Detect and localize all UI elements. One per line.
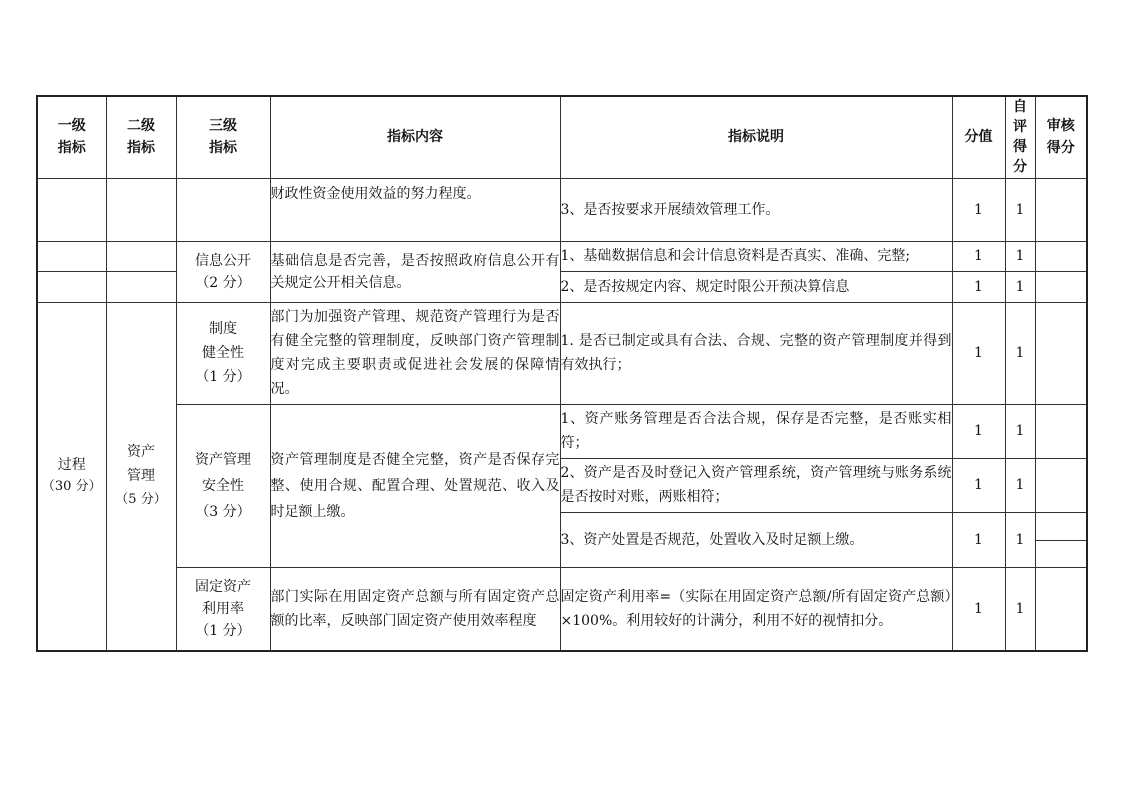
evaluation-table bbox=[36, 95, 1088, 652]
level3-xinxi: 信息公开 （2 分） bbox=[176, 241, 270, 302]
header-explanation: 指标说明 bbox=[560, 96, 952, 178]
audit-score-cell bbox=[1035, 567, 1087, 651]
table-row bbox=[37, 178, 1087, 241]
score-cell: 1 bbox=[952, 178, 1005, 241]
level3-guding: 固定资产 利用率 （1 分） bbox=[176, 567, 270, 651]
self-score-cell: 1 bbox=[1005, 241, 1035, 271]
explanation-cell: 固定资产利用率=（实际在用固定资产总额/所有固定资产总额）×100%。利用较好的计满分，利用不好的视情扣分。 bbox=[560, 567, 952, 651]
audit-score-cell bbox=[1035, 178, 1087, 241]
explanation-cell: 2、是否按规定内容、规定时限公开预决算信息 bbox=[560, 271, 952, 302]
table-row bbox=[37, 567, 1087, 651]
self-score-cell: 1 bbox=[1005, 178, 1035, 241]
level1-cell bbox=[37, 241, 106, 271]
self-score-cell: 1 bbox=[1005, 302, 1035, 404]
self-score-cell: 1 bbox=[1005, 458, 1035, 512]
score-cell: 1 bbox=[952, 241, 1005, 271]
table-row bbox=[37, 241, 1087, 271]
score-cell: 1 bbox=[952, 458, 1005, 512]
header-level3: 三级 指标 bbox=[176, 96, 270, 178]
explanation-cell: 2、资产是否及时登记入资产管理系统，资产管理统与账务系统是否按时对账，两账相符； bbox=[560, 458, 952, 512]
content-cell: 部门为加强资产管理、规范资产管理行为是否有健全完整的管理制度，反映部门资产管理制度对完成主要职责或促进社会发展的保障情况。 bbox=[270, 302, 560, 404]
audit-split bbox=[1036, 513, 1087, 567]
level1-cell bbox=[37, 271, 106, 302]
content-cell: 财政性资金使用效益的努力程度。 bbox=[270, 178, 560, 241]
explanation-cell: 3、是否按要求开展绩效管理工作。 bbox=[560, 178, 952, 241]
header-level1: 一级 指标 bbox=[37, 96, 106, 178]
header-content: 指标内容 bbox=[270, 96, 560, 178]
divider bbox=[1036, 540, 1087, 541]
table-row bbox=[37, 302, 1087, 404]
level1-process: 过程 （30 分） bbox=[37, 302, 106, 651]
score-cell: 1 bbox=[952, 271, 1005, 302]
explanation-cell: 3、资产处置是否规范，处置收入及时足额上缴。 bbox=[560, 512, 952, 567]
explanation-cell: 1. 是否已制定或具有合法、合规、完整的资产管理制度并得到有效执行； bbox=[560, 302, 952, 404]
score-cell: 1 bbox=[952, 404, 1005, 458]
audit-score-cell bbox=[1035, 302, 1087, 404]
audit-score-cell bbox=[1035, 241, 1087, 271]
header-level2: 二级 指标 bbox=[106, 96, 176, 178]
content-cell: 资产管理制度是否健全完整，资产是否保存完整、使用合规、配置合理、处置规范、收入及时足额上缴。 bbox=[270, 404, 560, 567]
self-score-cell: 1 bbox=[1005, 404, 1035, 458]
level2-cell bbox=[106, 241, 176, 271]
audit-score-cell bbox=[1035, 271, 1087, 302]
header-row bbox=[37, 96, 1087, 178]
level1-cell bbox=[37, 178, 106, 241]
audit-score-cell bbox=[1035, 458, 1087, 512]
content-cell: 部门实际在用固定资产总额与所有固定资产总额的比率，反映部门固定资产使用效率程度 bbox=[270, 567, 560, 651]
header-score: 分值 bbox=[952, 96, 1005, 178]
self-score-cell: 1 bbox=[1005, 271, 1035, 302]
self-score-cell: 1 bbox=[1005, 512, 1035, 567]
level3-anquan: 资产管理 安全性 （3 分） bbox=[176, 404, 270, 567]
level2-cell bbox=[106, 271, 176, 302]
content-cell: 基础信息是否完善，是否按照政府信息公开有关规定公开相关信息。 bbox=[270, 241, 560, 302]
score-cell: 1 bbox=[952, 567, 1005, 651]
score-cell: 1 bbox=[952, 512, 1005, 567]
level3-zhidu: 制度 健全性 （1 分） bbox=[176, 302, 270, 404]
table-row bbox=[37, 404, 1087, 458]
score-cell: 1 bbox=[952, 302, 1005, 404]
explanation-cell: 1、资产账务管理是否合法合规，保存是否完整，是否账实相符； bbox=[560, 404, 952, 458]
level2-asset: 资产 管理 （5 分） bbox=[106, 302, 176, 651]
audit-score-cell bbox=[1035, 512, 1087, 567]
level2-cell bbox=[106, 178, 176, 241]
self-score-cell: 1 bbox=[1005, 567, 1035, 651]
explanation-cell: 1、基础数据信息和会计信息资料是否真实、准确、完整; bbox=[560, 241, 952, 271]
audit-score-cell bbox=[1035, 404, 1087, 458]
header-audit-score: 审核 得分 bbox=[1035, 96, 1087, 178]
header-self-score: 自 评 得 分 bbox=[1005, 96, 1035, 178]
level3-cell bbox=[176, 178, 270, 241]
